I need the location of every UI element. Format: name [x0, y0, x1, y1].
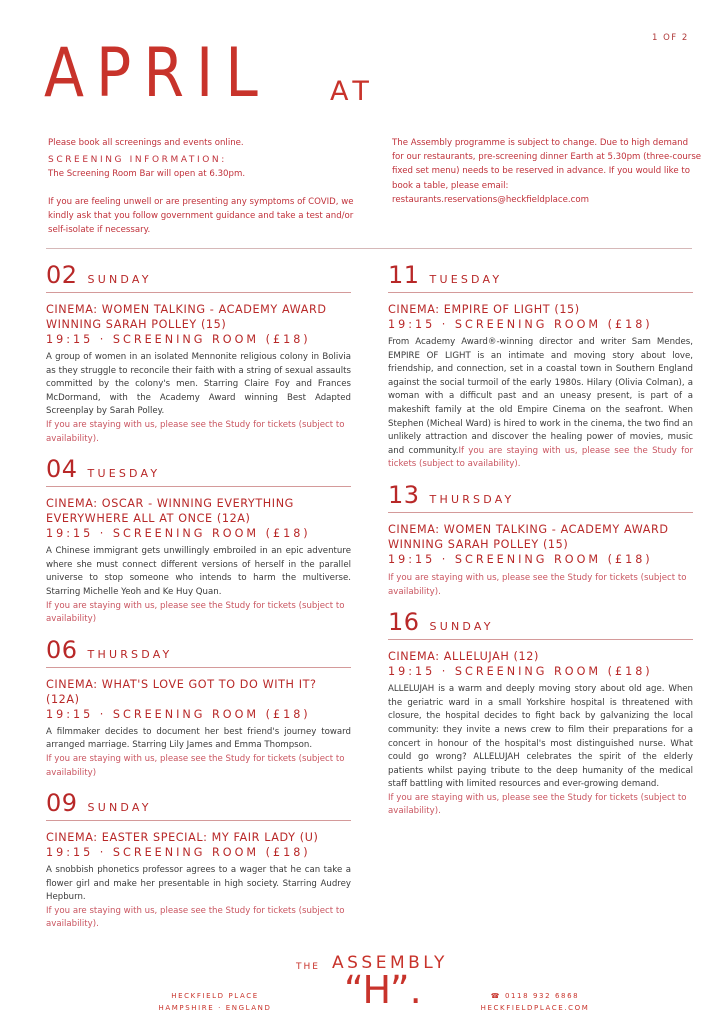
address-line-2: HAMPSHIRE · ENGLAND — [158, 1004, 272, 1012]
event-title: CINEMA: EASTER SPECIAL: MY FAIR LADY (U) — [46, 831, 319, 845]
reservation-email[interactable]: restaurants.reservations@heckfieldplace.com — [392, 194, 590, 205]
event-entry — [388, 482, 693, 599]
event-description — [388, 336, 693, 472]
event-entry — [388, 262, 693, 472]
event-title: CINEMA: WOMEN TALKING - ACADEMY AWARD WINNING SARAH POLLEY (15) — [46, 303, 327, 331]
date-number: 02 — [46, 261, 78, 289]
phone-icon: ☎ — [490, 992, 505, 1000]
logo-the: THE — [296, 962, 320, 972]
event-time-venue: 19:15 · SCREENING ROOM (£18) — [46, 333, 311, 346]
event-entry — [388, 609, 693, 819]
booking-info: Please book all screenings and events online. — [48, 138, 244, 148]
events-column-left — [46, 262, 351, 942]
ticket-note: If you are staying with us, please see the Study for tickets (subject to availability). — [46, 419, 345, 444]
event-description: A Chinese immigrant gets unwillingly embroiled in an epic adventure where she must connect different versions of herself in the parallel universe to stop someone who intends to harm the multiverse. Starring Michelle Yeoh and Ke Huy Quan. — [46, 546, 351, 597]
date-weekday: THURSDAY — [87, 647, 173, 661]
events-column-right — [388, 262, 693, 829]
date-number: 16 — [388, 608, 420, 637]
date-header — [46, 637, 351, 668]
event-time-venue: 19:15 · SCREENING ROOM (£18) — [388, 665, 653, 679]
ticket-note: If you are staying with us, please see the Study for tickets (subject to availability). — [388, 572, 687, 597]
date-header — [388, 482, 693, 513]
date-number: 06 — [46, 635, 78, 664]
phone-row[interactable] — [470, 990, 600, 1002]
footer-address — [150, 990, 280, 1014]
date-weekday: SUNDAY — [429, 620, 494, 634]
event-title: CINEMA: WHAT'S LOVE GOT TO DO WITH IT? (12A) — [46, 677, 317, 706]
phone-number: 0118 932 6868 — [504, 992, 580, 1000]
ticket-note: If you are staying with us, please see the Study for tickets (subject to availability). — [46, 905, 345, 930]
date-weekday: SUNDAY — [87, 801, 152, 815]
date-header — [46, 262, 351, 293]
event-description: A snobbish phonetics professor agrees to a wager that he can take a flower girl and make her presentable in high society. Starring Audrey Hepburn. — [46, 865, 351, 903]
event-entry — [46, 790, 351, 932]
event-entry — [46, 262, 351, 446]
divider — [46, 248, 692, 249]
date-number: 13 — [388, 480, 420, 509]
event-time-venue: 19:15 · SCREENING ROOM (£18) — [388, 552, 653, 566]
date-header — [46, 456, 351, 487]
event-time-venue: 19:15 · SCREENING ROOM (£18) — [46, 527, 311, 541]
ticket-note: If you are staying with us, please see the Study for tickets (subject to availability). — [388, 792, 687, 817]
date-number: 11 — [388, 261, 420, 289]
date-header — [388, 609, 693, 640]
event-time-venue: 19:15 · SCREENING ROOM (£18) — [46, 707, 311, 721]
footer — [0, 950, 722, 1024]
event-time-venue: 19:15 · SCREENING ROOM (£18) — [46, 846, 311, 860]
date-header — [46, 790, 351, 821]
event-description-text: From Academy Award®-winning director and writer Sam Mendes, EMPIRE OF LIGHT is an intimate and moving story about love, friendship, and connection, set in a coastal town in Southern England against the social turmoil of the early 1980s. Hilary (Olivia Colman), a woman with a difficult past and an uneasy present, is part of a makeshift family at the old Empire Cinema on the seafront. When Stephen (Micheal Ward) is hired to work in the cinema, the two find an unlikely attraction and discover the healing power of movies, music and community. — [388, 337, 693, 456]
event-description: A filmmaker decides to document her best friend's journey toward arranged marriage. Starring Lily James and Emma Thompson. — [46, 726, 351, 751]
event-entry — [46, 456, 351, 627]
ticket-note: If you are staying with us, please see the Study for tickets (subject to availability) — [46, 600, 345, 625]
website-link[interactable]: HECKFIELDPLACE.COM — [480, 1004, 590, 1012]
date-weekday: TUESDAY — [429, 273, 503, 286]
date-weekday: TUESDAY — [87, 467, 161, 481]
date-number: 04 — [46, 455, 78, 484]
info-left — [48, 136, 358, 237]
page-header — [44, 34, 375, 113]
programme-notice: The Assembly programme is subject to change. Due to high demand for our restaurants, pre-screening dinner Earth at 5.30pm (three-course fixed set menu) needs to be reserved in advance. If you would like to book a table, please email: — [392, 138, 702, 191]
date-weekday: THURSDAY — [429, 492, 515, 506]
event-title: CINEMA: EMPIRE OF LIGHT (15) — [388, 303, 580, 316]
logo-assembly: ASSEMBLY — [332, 953, 448, 973]
footer-contact — [470, 990, 600, 1014]
event-entry — [46, 637, 351, 780]
event-title: CINEMA: ALLELUJAH (12) — [388, 650, 539, 664]
ticket-note: If you are staying with us, please see the Study for tickets (subject to availability). — [388, 445, 693, 470]
event-title: CINEMA: OSCAR - WINNING EVERYTHING EVERYWHERE ALL AT ONCE (12A) — [46, 497, 294, 526]
page-title-suffix: AT — [330, 76, 375, 107]
event-description: A group of women in an isolated Mennonite religious colony in Bolivia as they struggle to reconcile their faith with a string of sexual assaults committed by the colony's men. Starring Claire Foy and Frances McDormand, with the Academy Award winning Best Adapted Screenplay by Sarah Polley. — [46, 352, 351, 417]
covid-notice: If you are feeling unwell or are presenting any symptoms of COVID, we kindly ask that you follow government guidance and take a test and/or self-isolate if necessary. — [48, 196, 354, 236]
ticket-note: If you are staying with us, please see the Study for tickets (subject to availability) — [46, 753, 345, 778]
date-weekday: SUNDAY — [87, 273, 152, 286]
event-title: CINEMA: WOMEN TALKING - ACADEMY AWARD WINNING SARAH POLLEY (15) — [388, 522, 669, 551]
bar-info: The Screening Room Bar will open at 6.30pm. — [48, 169, 246, 180]
page-title: APRIL — [44, 34, 270, 113]
address-line-1: HECKFIELD PLACE — [171, 992, 259, 1000]
event-description: ALLELUJAH is a warm and deeply moving story about old age. When the geriatric ward in a small Yorkshire hospital is threatened with closure, the hospital decides to fight back by galvanizing the local community: they invite a news crew to film their preparations for a concert in honour of the hospital's most distinguished nurse. What could go wrong? ALLELUJAH celebrates the spirit of the elderly patients whilst paying tribute to the deep humanity of the medical staff battling with limited resources and ever-growing demand. — [388, 684, 693, 790]
info-right — [392, 136, 702, 207]
logo-h-mark: “H”. — [344, 968, 422, 1012]
page-indicator: 1 OF 2 — [652, 33, 689, 43]
date-header — [388, 262, 693, 293]
date-number: 09 — [46, 789, 78, 818]
event-time-venue: 19:15 · SCREENING ROOM (£18) — [388, 318, 653, 331]
screening-info-heading: SCREENING INFORMATION: — [48, 155, 227, 166]
